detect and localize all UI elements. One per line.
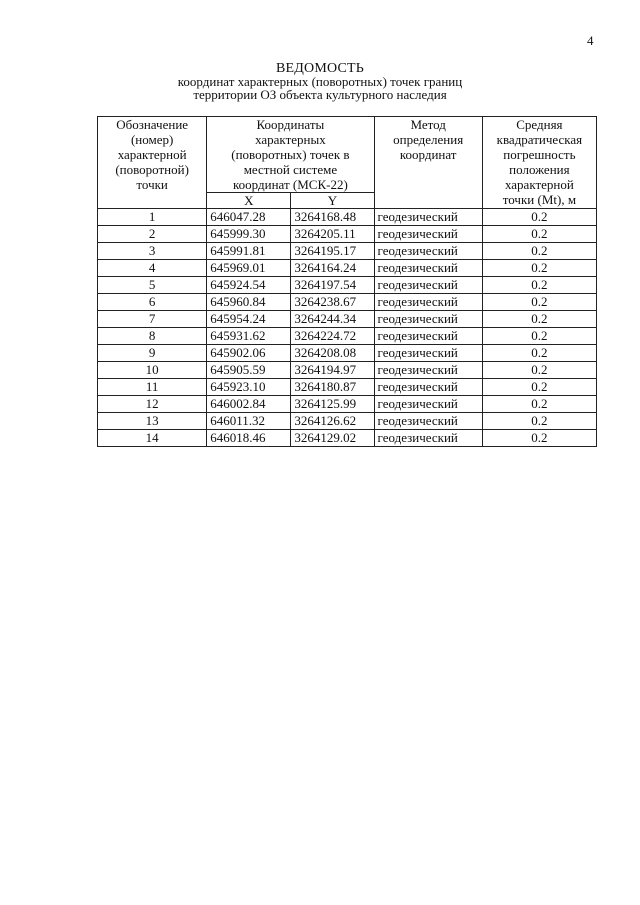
point-number-cell: 6 (98, 294, 207, 311)
header-y: Y (291, 193, 374, 209)
y-coordinate-cell: 3264180.87 (291, 379, 374, 396)
error-cell: 0.2 (482, 294, 596, 311)
point-number-cell: 1 (98, 209, 207, 226)
error-cell: 0.2 (482, 243, 596, 260)
header-line: (номер) (130, 132, 174, 147)
y-coordinate-cell: 3264194.97 (291, 362, 374, 379)
y-coordinate-cell: 3264197.54 (291, 277, 374, 294)
document-subtitle-line-1: координат характерных (поворотных) точек границ (177, 74, 463, 89)
table-row (98, 328, 597, 345)
header-line: характерной (504, 177, 574, 192)
header-line: точки (136, 177, 168, 192)
table-row (98, 294, 597, 311)
error-cell: 0.2 (482, 209, 596, 226)
header-point-name (98, 117, 207, 209)
x-coordinate-cell: 645991.81 (207, 243, 291, 260)
error-cell: 0.2 (482, 260, 596, 277)
method-cell: геодезический (374, 379, 482, 396)
header-line: координат (МСК-22) (233, 177, 348, 192)
method-cell: геодезический (374, 413, 482, 430)
error-cell: 0.2 (482, 362, 596, 379)
document-heading (0, 62, 640, 101)
method-cell: геодезический (374, 328, 482, 345)
error-cell: 0.2 (482, 277, 596, 294)
x-coordinate-cell: 645923.10 (207, 379, 291, 396)
header-line: Средняя (516, 117, 563, 132)
x-coordinate-cell: 646018.46 (207, 430, 291, 447)
table-row (98, 277, 597, 294)
y-coordinate-cell: 3264164.24 (291, 260, 374, 277)
table-row (98, 430, 597, 447)
point-number-cell: 7 (98, 311, 207, 328)
header-line: положения (509, 162, 570, 177)
error-cell: 0.2 (482, 328, 596, 345)
header-line: местной системе (243, 162, 338, 177)
point-number-cell: 14 (98, 430, 207, 447)
point-number-cell: 10 (98, 362, 207, 379)
point-number-cell: 3 (98, 243, 207, 260)
error-cell: 0.2 (482, 430, 596, 447)
x-coordinate-cell: 645924.54 (207, 277, 291, 294)
table-row (98, 260, 597, 277)
header-line: квадратическая (496, 132, 583, 147)
point-number-cell: 5 (98, 277, 207, 294)
header-x: X (207, 193, 291, 209)
method-cell: геодезический (374, 396, 482, 413)
y-coordinate-cell: 3264208.08 (291, 345, 374, 362)
table-body (98, 209, 597, 447)
point-number-cell: 8 (98, 328, 207, 345)
header-line: характерной (117, 147, 187, 162)
header-line: погрешность (503, 147, 576, 162)
table-row (98, 362, 597, 379)
x-coordinate-cell: 645960.84 (207, 294, 291, 311)
error-cell: 0.2 (482, 396, 596, 413)
table-row (98, 396, 597, 413)
header-line: точки (Mt), м (502, 192, 577, 207)
method-cell: геодезический (374, 226, 482, 243)
point-number-cell: 12 (98, 396, 207, 413)
point-number-cell: 2 (98, 226, 207, 243)
method-cell: геодезический (374, 209, 482, 226)
header-error (482, 117, 596, 209)
coordinates-table (97, 116, 597, 447)
table-row (98, 311, 597, 328)
header-line: (поворотной) (115, 162, 189, 177)
header-line: определения (393, 132, 464, 147)
x-coordinate-cell: 645902.06 (207, 345, 291, 362)
x-coordinate-cell: 645954.24 (207, 311, 291, 328)
x-coordinate-cell: 645969.01 (207, 260, 291, 277)
x-coordinate-cell: 645931.62 (207, 328, 291, 345)
document-title: ВЕДОМОСТЬ (275, 61, 364, 76)
error-cell: 0.2 (482, 311, 596, 328)
table-row (98, 413, 597, 430)
point-number-cell: 11 (98, 379, 207, 396)
header-line: характерных (255, 132, 326, 147)
header-method (374, 117, 482, 209)
point-number-cell: 9 (98, 345, 207, 362)
page-number: 4 (587, 33, 594, 48)
x-coordinate-cell: 646002.84 (207, 396, 291, 413)
y-coordinate-cell: 3264126.62 (291, 413, 374, 430)
error-cell: 0.2 (482, 226, 596, 243)
header-line: (поворотных) точек в (231, 147, 350, 162)
method-cell: геодезический (374, 260, 482, 277)
y-coordinate-cell: 3264224.72 (291, 328, 374, 345)
y-coordinate-cell: 3264244.34 (291, 311, 374, 328)
method-cell: геодезический (374, 311, 482, 328)
error-cell: 0.2 (482, 379, 596, 396)
table-row (98, 345, 597, 362)
table-row (98, 209, 597, 226)
x-coordinate-cell: 645999.30 (207, 226, 291, 243)
document-subtitle-line-2: территории ОЗ объекта культурного наследия (193, 87, 447, 102)
header-coordinates (207, 117, 374, 193)
y-coordinate-cell: 3264238.67 (291, 294, 374, 311)
table-row (98, 243, 597, 260)
table-row (98, 379, 597, 396)
header-line: Метод (410, 117, 446, 132)
method-cell: геодезический (374, 294, 482, 311)
header-line: Обозначение (116, 117, 189, 132)
point-number-cell: 13 (98, 413, 207, 430)
y-coordinate-cell: 3264129.02 (291, 430, 374, 447)
header-line: координат (399, 147, 457, 162)
error-cell: 0.2 (482, 413, 596, 430)
method-cell: геодезический (374, 362, 482, 379)
x-coordinate-cell: 646047.28 (207, 209, 291, 226)
table-header (98, 117, 597, 209)
y-coordinate-cell: 3264195.17 (291, 243, 374, 260)
method-cell: геодезический (374, 243, 482, 260)
table-row (98, 226, 597, 243)
method-cell: геодезический (374, 345, 482, 362)
error-cell: 0.2 (482, 345, 596, 362)
y-coordinate-cell: 3264205.11 (291, 226, 374, 243)
x-coordinate-cell: 645905.59 (207, 362, 291, 379)
header-line: Координаты (256, 117, 325, 132)
method-cell: геодезический (374, 430, 482, 447)
method-cell: геодезический (374, 277, 482, 294)
x-coordinate-cell: 646011.32 (207, 413, 291, 430)
point-number-cell: 4 (98, 260, 207, 277)
y-coordinate-cell: 3264125.99 (291, 396, 374, 413)
y-coordinate-cell: 3264168.48 (291, 209, 374, 226)
